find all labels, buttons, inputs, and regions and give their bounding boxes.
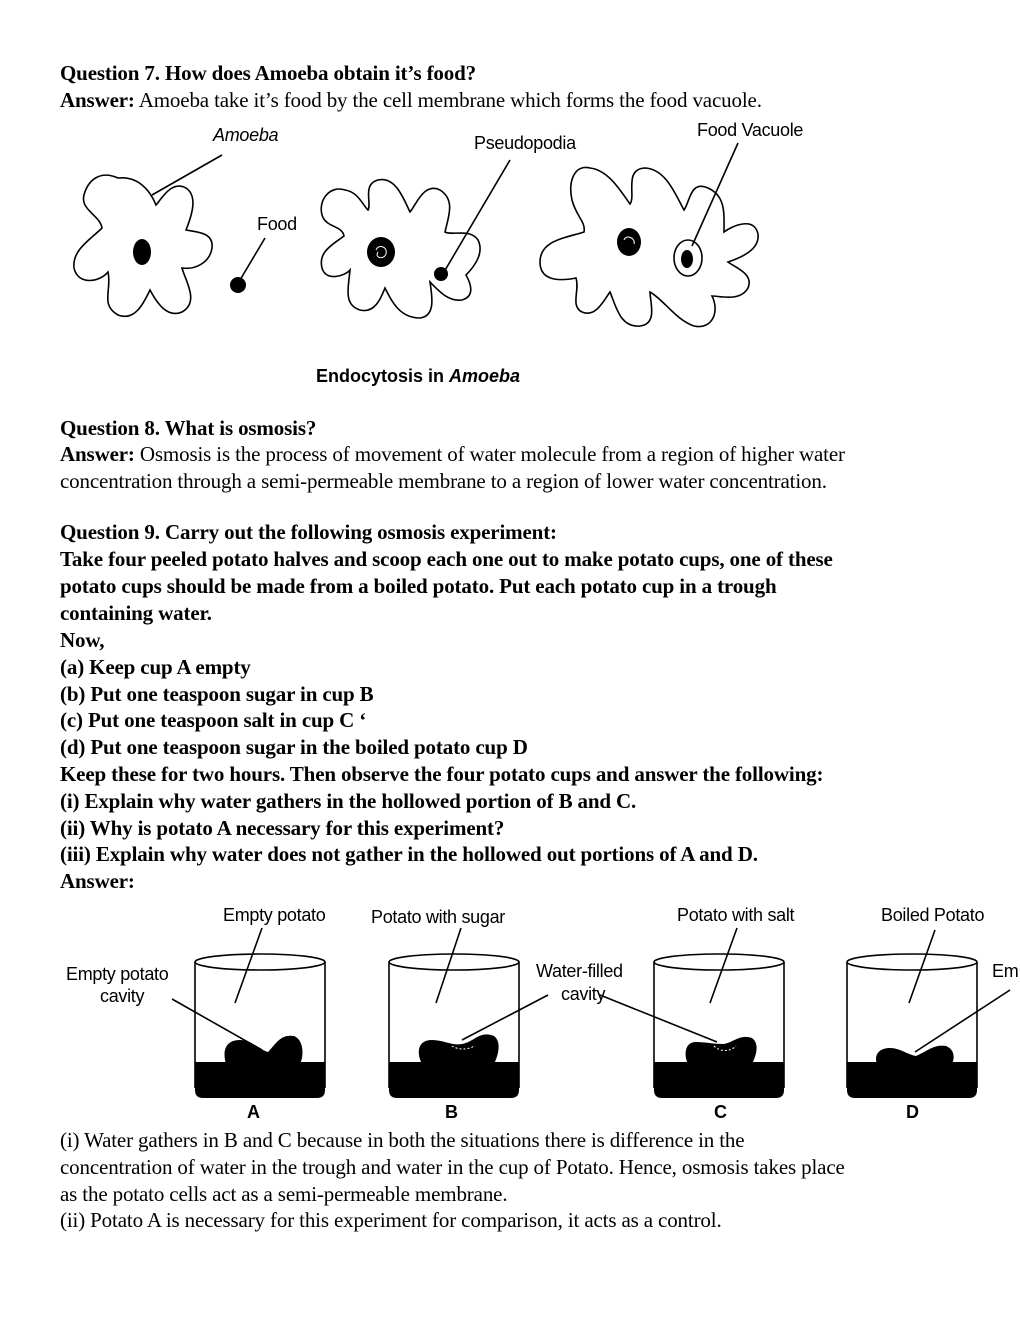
cup-a-letter: A <box>247 1102 260 1122</box>
question-9-answer-label: Answer: <box>60 869 135 893</box>
answer-label: Answer: <box>60 442 135 466</box>
question-9-intro-line-1: Take four peeled potato halves and scoop each one out to make potato cups, one of these <box>60 547 833 571</box>
cup-a-top-label: Empty potato <box>223 905 326 925</box>
question-9-now: Now, <box>60 628 105 652</box>
step-a: (a) Keep cup A empty <box>60 655 251 679</box>
sub-question-ii: (ii) Why is potato A necessary for this experiment? <box>60 816 505 840</box>
step-c: (c) Put one teaspoon salt in cup C ‘ <box>60 708 367 732</box>
sub-question-iii: (iii) Explain why water does not gather in the hollowed out portions of A and D. <box>60 842 758 866</box>
question-8-heading: Question 8. What is osmosis? <box>60 416 317 440</box>
cup-d-side-label-line-1: Em <box>992 961 1019 981</box>
step-d: (d) Put one teaspoon sugar in the boiled potato cup D <box>60 735 528 759</box>
question-9-heading: Question 9. Carry out the following osmosis experiment: <box>60 520 557 544</box>
question-7-heading: Question 7. How does Amoeba obtain it’s food? <box>60 61 477 85</box>
cup-b-side-label-line-2: cavity <box>561 984 606 1004</box>
answer-line-4: (ii) Potato A is necessary for this experiment for comparison, it acts as a control. <box>60 1208 722 1232</box>
question-8-answer-line-2: concentration through a semi-permeable membrane to a region of lower water concentration. <box>60 469 827 493</box>
answer-label: Answer: <box>60 88 135 112</box>
answer-line-3: as the potato cells act as a semi-permeable membrane. <box>60 1182 508 1206</box>
cup-d-top-label: Boiled Potato <box>881 905 985 925</box>
food-vacuole-label: Food Vacuole <box>697 120 804 140</box>
amoeba-label: Amoeba <box>213 125 279 145</box>
question-9-instruction: Keep these for two hours. Then observe the four potato cups and answer the following: <box>60 762 824 786</box>
cup-a-side-label-line-2: cavity <box>100 986 145 1006</box>
cup-b-letter: B <box>445 1102 458 1122</box>
food-label: Food <box>257 214 297 234</box>
pseudopodia-label: Pseudopodia <box>474 133 576 153</box>
step-b: (b) Put one teaspoon sugar in cup B <box>60 682 374 706</box>
question-9-intro-line-2: potato cups should be made from a boiled potato. Put each potato cup in a trough <box>60 574 777 598</box>
answer-text: Amoeba take it’s food by the cell membrane which forms the food vacuole. <box>134 88 762 112</box>
cup-b-side-label-line-1: Water-filled <box>536 961 623 981</box>
caption-text: Endocytosis in <box>316 366 450 386</box>
cup-d-letter: D <box>906 1102 919 1122</box>
answer-text: Osmosis is the process of movement of water molecule from a region of higher water <box>134 442 845 466</box>
caption-italic-text: Amoeba <box>449 366 521 386</box>
sub-question-i: (i) Explain why water gathers in the hollowed portion of B and C. <box>60 789 637 813</box>
answer-line-2: concentration of water in the trough and water in the cup of Potato. Hence, osmosis takes place <box>60 1155 845 1179</box>
cup-c-letter: C <box>714 1102 727 1122</box>
cup-c-top-label: Potato with salt <box>677 905 795 925</box>
cup-b-top-label: Potato with sugar <box>371 907 505 927</box>
cup-a-side-label-line-1: Empty potato <box>66 964 169 984</box>
question-9-intro-line-3: containing water. <box>60 601 212 625</box>
answer-line-1: (i) Water gathers in B and C because in both the situations there is difference in the <box>60 1128 745 1152</box>
